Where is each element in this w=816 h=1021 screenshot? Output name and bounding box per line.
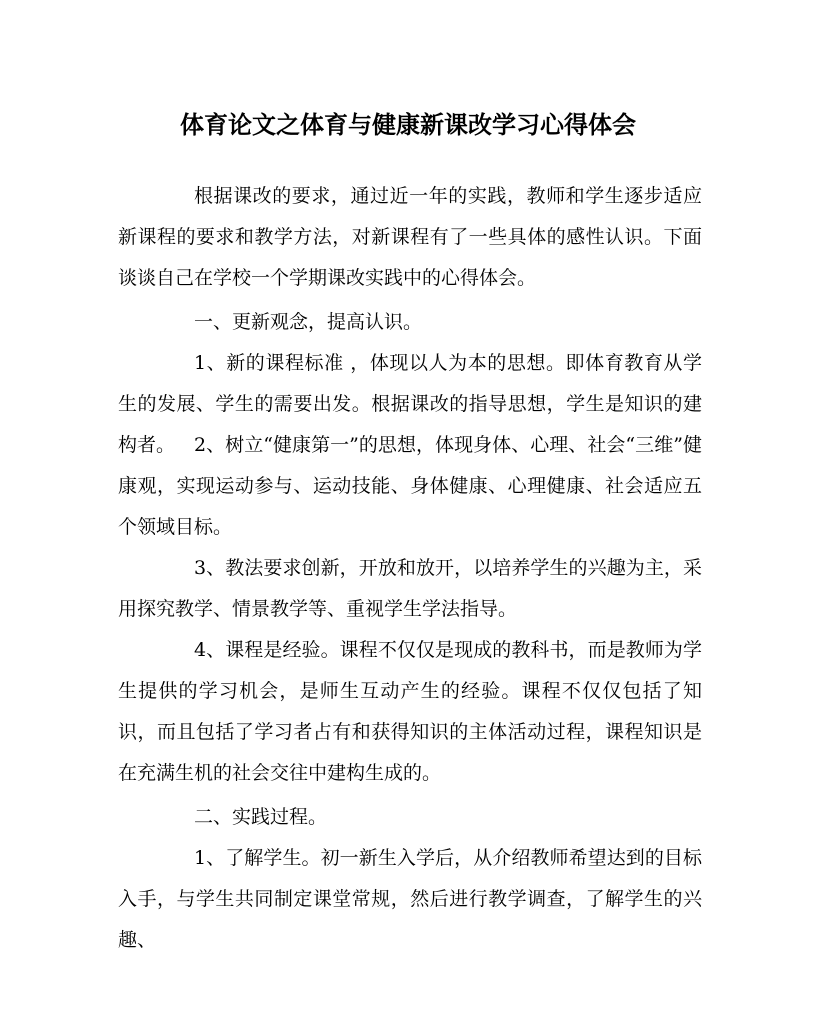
paragraph-1-4: 4、课程是经验。课程不仅仅是现成的教科书，而是教师为学生提供的学习机会，是师生互动产生的经验。课程不仅仅包括了知识，而且包括了学习者占有和获得知识的主体活动过程，课程知识是在充满生机的社会交往中建构生成的。 (118, 639, 702, 784)
paragraph-2-1: 1、了解学生。初一新生入学后，从介绍教师希望达到的目标入手，与学生共同制定课堂常规，然后进行教学调查，了解学生的兴趣、 (118, 847, 702, 951)
document-title: 体育论文之体育与健康新课改学习心得体会 (180, 110, 636, 139)
paragraph-1-1: 1、新的课程标准 ，体现以人为本的思想。即体育教育从学生的发展、学生的需要出发。根据课改的指导思想，学生是知识的建构者。 (118, 352, 702, 456)
paragraph-1-3: 3、教法要求创新，开放和放开，以培养学生的兴趣为主，采用探究教学、情景教学等、重视学生学法指导。 (118, 557, 702, 620)
paragraph-1-2: 2、树立“健康第一”的思想，体现身体、心理、社会“三维”健康观，实现运动参与、运动技能、身体健康、心理健康、社会适应五个领域目标。 (118, 434, 702, 538)
section-heading-1: 一、更新观念，提高认识。 (194, 311, 423, 333)
paragraph-intro: 根据课改的要求，通过近一年的实践，教师和学生逐步适应新课程的要求和教学方法，对新课程有了一些具体的感性认识。下面谈谈自己在学校一个学期课改实践中的心得体会。 (118, 185, 702, 289)
section-heading-2: 二、实践过程。 (194, 806, 328, 828)
